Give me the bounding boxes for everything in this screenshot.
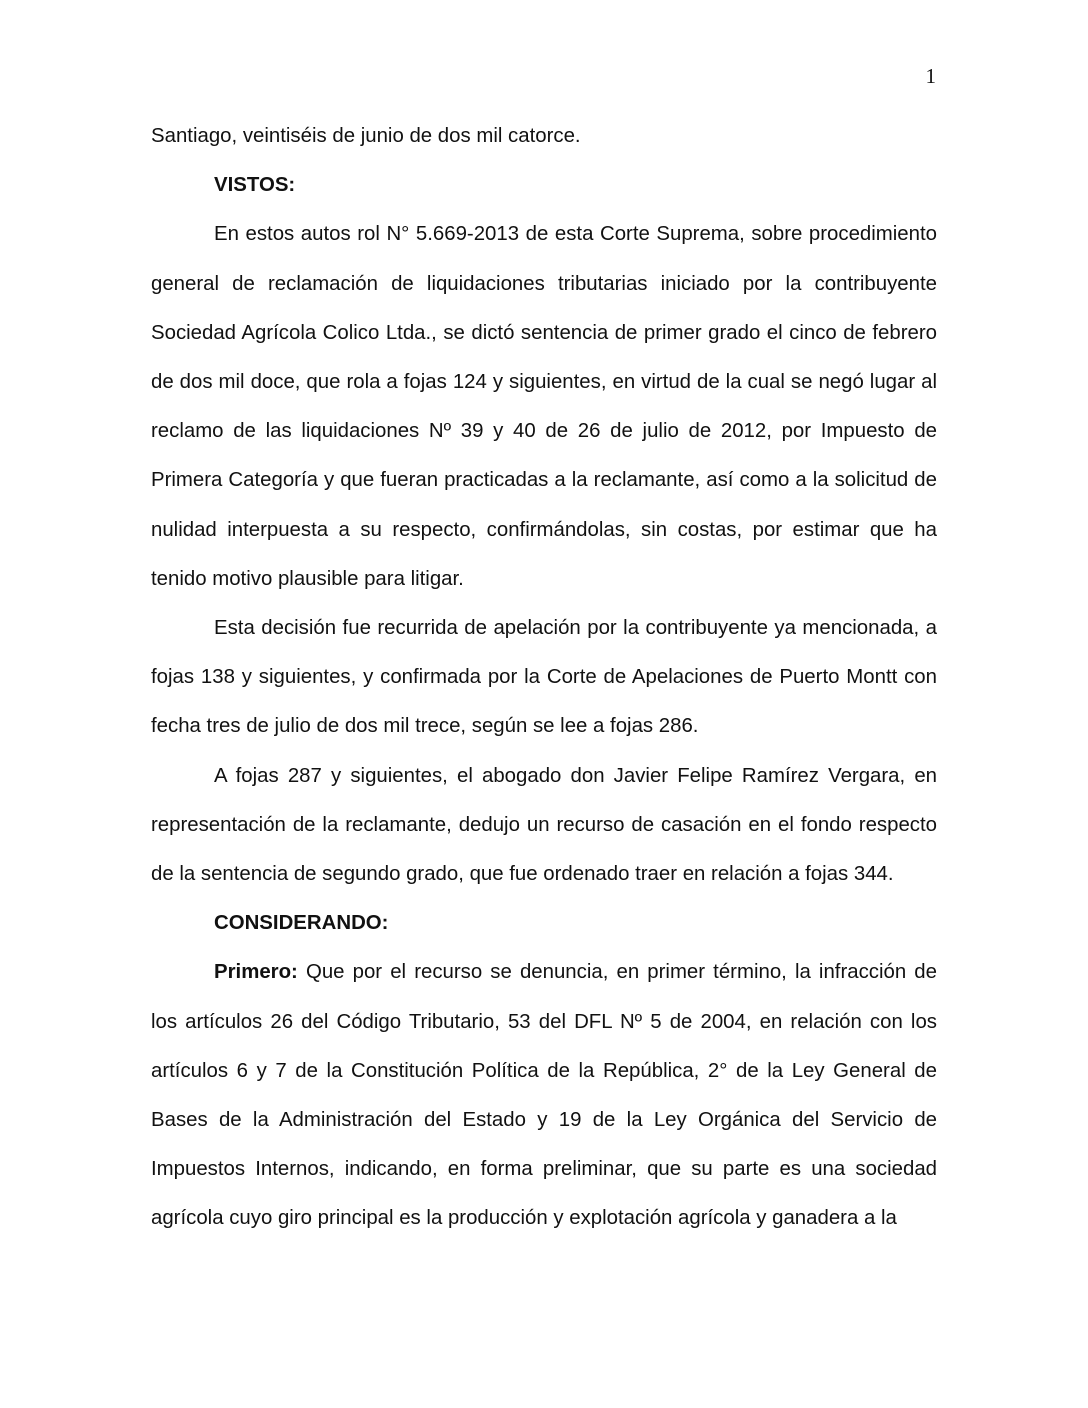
paragraph-apelacion: Esta decisión fue recurrida de apelación por la contribuyente ya mencionada, a fojas 138 y siguientes, y confirmada por la Corte de Apelaciones de Puerto Montt con fecha tres de julio de dos mil trece, según se lee a fojas 286.: [151, 617, 937, 738]
vistos-heading: VISTOS:: [214, 174, 296, 197]
page-number: 1: [925, 64, 936, 88]
considerando-heading: CONSIDERANDO:: [214, 912, 389, 935]
document-body: [151, 112, 937, 1244]
paragraph-autos: En estos autos rol N° 5.669-2013 de esta Corte Suprema, sobre procedimiento general de reclamación de liquidaciones tributarias iniciado por la contribuyente Sociedad Agrícola Colico Ltda., se dictó sentencia de primer grado el cinco de febrero de dos mil doce, que rola a fojas 124 y siguientes, en virtud de la cual se negó lugar al reclamo de las liquidaciones Nº 39 y 40 de 26 de julio de 2012, por Impuesto de Primera Categoría y que fueran practicadas a la reclamante, así como a la solicitud de nulidad interpuesta a su respecto, confirmándolas, sin costas, por estimar que ha tenido motivo plausible para litigar.: [151, 223, 937, 590]
paragraph-primero: [151, 948, 937, 1243]
paragraph-casacion: A fojas 287 y siguientes, el abogado don Javier Felipe Ramírez Vergara, en representación de la reclamante, dedujo un recurso de casación en el fondo respecto de la sentencia de segundo grado, que fue ordenado traer en relación a fojas 344.: [151, 764, 937, 886]
dateline: Santiago, veintiséis de junio de dos mil catorce.: [151, 125, 581, 147]
primero-text: Que por el recurso se denuncia, en primer término, la infracción de los artículos 26 del Código Tributario, 53 del DFL Nº 5 de 2004, en relación con los artículos 6 y 7 de la Constitución Política de la República, 2° de la Ley General de Bases de la Administración del Estado y 19 de la Ley Orgánica del Servicio de Impuestos Internos, indicando, en forma preliminar, que su parte es una sociedad agrícola cuyo giro principal es la producción y explotación agrícola y ganadera a la: [151, 961, 937, 1230]
primero-label: Primero:: [214, 961, 298, 984]
